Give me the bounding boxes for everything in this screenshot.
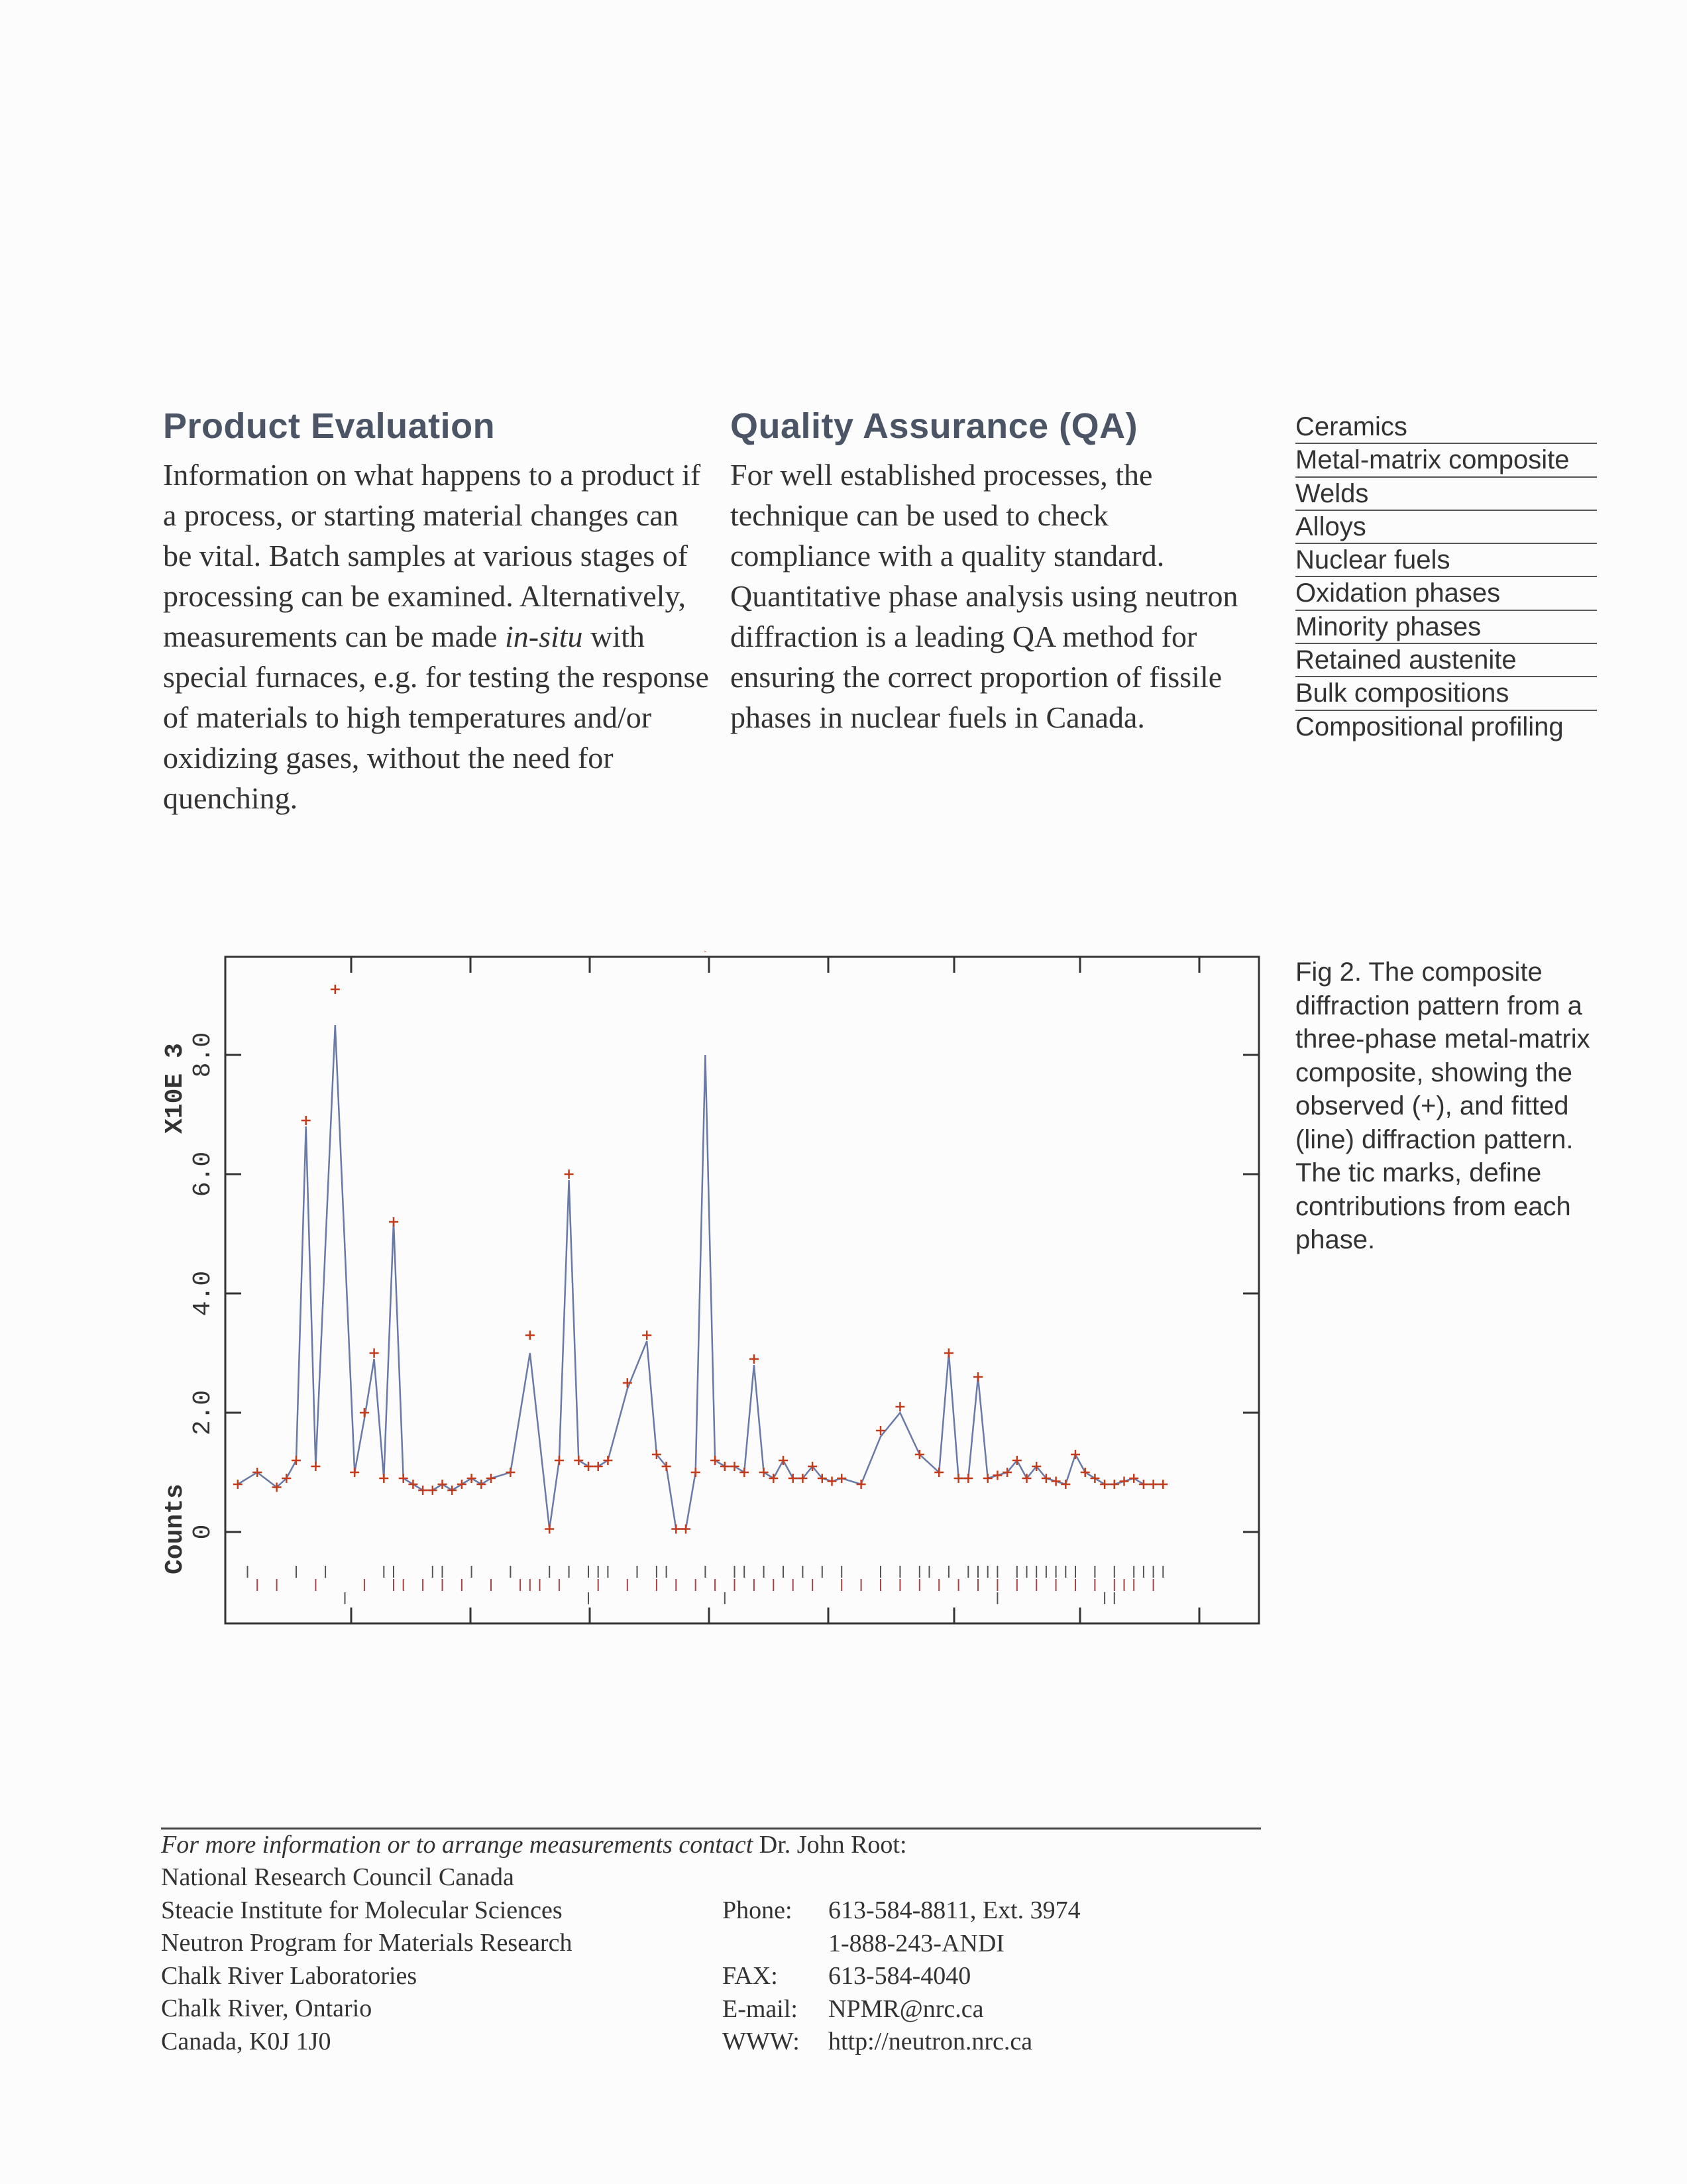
observed-point: [1120, 1477, 1129, 1486]
y-axis-label: Counts: [161, 1484, 190, 1574]
observed-point: [1139, 1480, 1148, 1489]
email-label: E-mail:: [722, 1994, 798, 2023]
observed-point: [331, 985, 340, 994]
contact-divider: [161, 1828, 1261, 1829]
observed-point: [1090, 1474, 1099, 1483]
observed-point: [545, 1525, 554, 1534]
application-item: Oxidation phases: [1295, 577, 1597, 610]
observed-point: [1129, 1474, 1138, 1483]
observed-point: [379, 1474, 388, 1483]
y-tick-label: 0: [189, 1524, 217, 1540]
y-tick-label: 4.0: [189, 1270, 217, 1317]
observed-point: [1052, 1477, 1061, 1486]
observed-point: [555, 1456, 564, 1465]
observed-point: [476, 1480, 486, 1489]
observed-point: [399, 1474, 408, 1483]
quality-assurance-heading: Quality Assurance (QA): [730, 406, 1138, 446]
phone-number-tollfree: 1-888-243-ANDI: [828, 1929, 1005, 1957]
observed-point: [681, 1525, 690, 1534]
frame-ticks: [225, 957, 1259, 1623]
quality-assurance-text: For well established processes, the technique can be used to check compliance with a quality standard. Quantitative phase analysis using neutron diffraction is a leading QA method for ensuring the correct proportion of fissile phases in nuclear fuels in Canada.: [730, 458, 1238, 734]
observed-point: [565, 1170, 574, 1179]
phone-label: Phone:: [722, 1896, 792, 1924]
address-line: Chalk River Laboratories: [161, 1961, 417, 1990]
observed-point: [1110, 1480, 1119, 1489]
observed-point: [963, 1474, 973, 1483]
contact-details: [722, 1894, 1081, 2059]
address-line: Steacie Institute for Molecular Sciences: [161, 1896, 563, 1924]
observed-point: [671, 1525, 680, 1534]
observed-point: [447, 1486, 457, 1495]
observed-point: [1100, 1480, 1109, 1489]
application-item: Minority phases: [1295, 611, 1597, 644]
observed-point: [408, 1480, 417, 1489]
observed-point: [506, 1468, 515, 1477]
application-item: Ceramics: [1295, 411, 1597, 444]
observed-point: [457, 1480, 466, 1489]
application-item: Metal-matrix composite: [1295, 444, 1597, 477]
observed-point: [370, 1348, 379, 1358]
y-scale-label: X10E 3: [161, 1043, 190, 1134]
fax-number: 613-584-4040: [828, 1962, 971, 1990]
observed-point: [360, 1408, 369, 1417]
y-axis: [161, 1032, 217, 1574]
figure-caption: Fig 2. The composite diffraction pattern from a three-phase metal-matrix composite, showing the observed (+), and fitted (line) diffraction pattern. The tic marks, define contributions from each phase.: [1295, 957, 1590, 1254]
observed-point: [993, 1471, 1002, 1480]
y-tick-label: 8.0: [189, 1032, 217, 1078]
observed-point: [944, 1348, 953, 1358]
fax-label: FAX:: [722, 1962, 778, 1990]
observed-point: [467, 1474, 476, 1483]
observed-point: [311, 1462, 320, 1471]
product-evaluation-text: Information on what happens to a product if a process, or starting material changes can be vital. Batch samples at various stages of processing can be examined. Alternatively, measurements can be made in-situ with special furnaces, e.g. for testing the response of materials to high temperatures and/or oxidizing gases, without the need for quenching.: [163, 458, 709, 815]
observed-point: [584, 1462, 593, 1471]
observed-point: [828, 1477, 837, 1486]
observed-point: [233, 1480, 243, 1489]
phase-tic-marks: [248, 1566, 1164, 1604]
observed-point: [525, 1331, 535, 1340]
observed-point: [720, 1462, 730, 1471]
y-tick-label: 2.0: [189, 1390, 217, 1436]
address-line: National Research Council Canada: [161, 1863, 514, 1891]
observed-point: [749, 1354, 759, 1364]
applications-list: [1295, 411, 1597, 743]
www-label: WWW:: [722, 2028, 800, 2055]
observed-point: [710, 1456, 720, 1465]
application-item: Nuclear fuels: [1295, 544, 1597, 577]
observed-point: [486, 1474, 496, 1483]
observed-point: [837, 1474, 846, 1483]
contact-address: [161, 1861, 572, 2058]
observed-point: [769, 1474, 778, 1483]
observed-point: [730, 1462, 739, 1471]
diffraction-chart: [159, 952, 1266, 1627]
observed-point: [857, 1480, 866, 1489]
observed-point: [301, 1116, 311, 1125]
observed-point: [418, 1486, 427, 1495]
observed-point: [779, 1456, 788, 1465]
observed-point: [1081, 1468, 1090, 1477]
observed-point: [789, 1474, 798, 1483]
observed-point: [739, 1468, 749, 1477]
application-item: Retained austenite: [1295, 644, 1597, 677]
email-link[interactable]: NPMR@nrc.ca: [828, 1994, 984, 2023]
observed-point: [1149, 1480, 1158, 1489]
observed-point: [603, 1456, 612, 1465]
observed-point: [389, 1217, 398, 1227]
application-item: Compositional profiling: [1295, 712, 1564, 741]
observed-point: [954, 1474, 963, 1483]
observed-point: [594, 1462, 603, 1471]
address-line: Chalk River, Ontario: [161, 1994, 372, 2022]
observed-point: [438, 1480, 447, 1489]
observed-point: [350, 1468, 359, 1477]
observed-point: [691, 1468, 700, 1477]
contact-intro: For more information or to arrange measurements contact Dr. John Root:: [161, 1831, 907, 1859]
application-item: Bulk compositions: [1295, 677, 1597, 710]
product-evaluation-heading: Product Evaluation: [163, 406, 496, 446]
observed-point: [895, 1402, 904, 1411]
observed-point: [574, 1456, 583, 1465]
observed-point: [428, 1486, 437, 1495]
observed-point: [759, 1468, 769, 1477]
website-link[interactable]: http://neutron.nrc.ca: [828, 2028, 1033, 2055]
observed-point: [642, 1331, 651, 1340]
plot-frame: [225, 957, 1259, 1623]
observed-point: [983, 1474, 993, 1483]
observed-point: [1071, 1450, 1080, 1459]
observed-point: [973, 1372, 983, 1382]
observed-point: [1061, 1480, 1070, 1489]
address-line: Neutron Program for Materials Research: [161, 1929, 572, 1957]
observed-point: [292, 1456, 301, 1465]
fitted-pattern-line: [238, 1025, 1164, 1529]
observed-point: [1158, 1480, 1168, 1489]
application-item: Welds: [1295, 478, 1597, 511]
address-line: Canada, K0J 1J0: [161, 2027, 331, 2055]
application-item: Alloys: [1295, 511, 1597, 544]
phone-number: 613-584-8811, Ext. 3974: [828, 1896, 1081, 1924]
y-tick-label: 6.0: [189, 1151, 217, 1197]
